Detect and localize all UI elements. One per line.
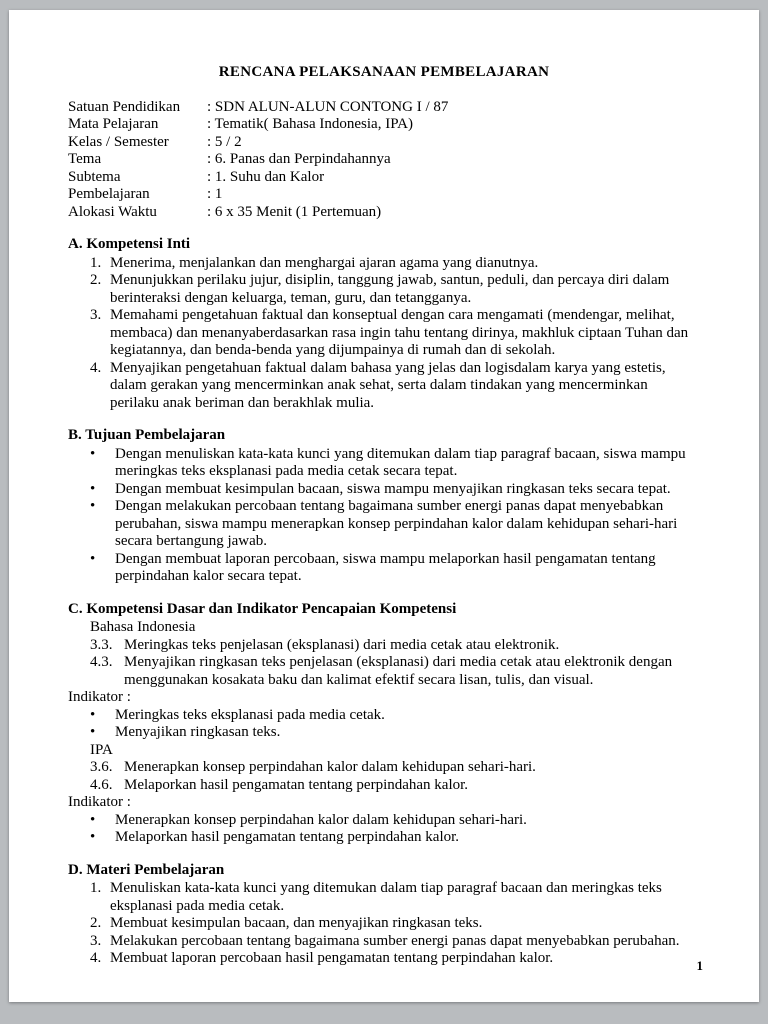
list-text: Menyajikan pengetahuan faktual dalam bahasa yang jelas dan logisdalam karya yang estetis, dalam gerakan yang mencerminkan anak sehat, serta dalam tindakan yang mencerminkan perilaku anak beriman dan berakhlak mulia. [110,359,666,411]
section-heading: A. Kompetensi Inti [68,236,191,252]
list-marker: 4. [90,950,102,966]
list-item [90,724,700,742]
list-text: Membuat kesimpulan bacaan, dan menyajikan ringkasan teks. [110,915,483,931]
list-item [90,777,700,795]
metadata-value: : 1 [207,186,223,202]
subject-label: IPA [90,741,113,758]
metadata-row [68,99,700,117]
list-text: Menerima, menjalankan dan menghargai ajaran agama yang dianutnya. [110,254,539,271]
metadata-label: Tema [68,151,102,167]
metadata-label: Alokasi Waktu [68,203,157,220]
list-item [90,880,700,915]
list-item [90,481,700,499]
list-item [90,637,700,655]
list-item [90,307,700,360]
page-number: 1 [696,958,703,973]
bullet-icon: • [90,445,96,462]
list-item [90,829,700,847]
metadata-value: : 1. Suhu dan Kalor [207,168,325,185]
list-text: Dengan melakukan percobaan tentang bagaimana sumber energi panas dapat menyebabkan perubahan, siswa mampu menerapkan konsep perpindahan kalor dalam kehidupan sehari-hari secara bertangung jawab. [115,498,678,549]
list-marker: 3. [90,932,102,949]
list-item [90,812,700,830]
list-item [90,950,700,968]
list-text: Dengan menuliskan kata-kata kunci yang ditemukan dalam tiap paragraf bacaan, siswa mampu meringkas teks eksplanasi pada media cetak secara tepat. [115,445,686,479]
section-kompetensi-inti [68,236,700,412]
metadata-row [68,169,700,187]
metadata-value: : Tematik( Bahasa Indonesia, IPA) [207,116,413,132]
list-text: Menerapkan konsep perpindahan kalor dalam kehidupan sehari-hari. [115,811,527,828]
list-text: Dengan membuat kesimpulan bacaan, siswa mampu menyajikan ringkasan teks secara tepat. [115,480,671,497]
section-heading: B. Tujuan Pembelajaran [68,427,226,443]
list-item [90,707,700,725]
list-marker: 3.6. [90,759,113,775]
indicator-label: Indikator : [68,689,131,705]
section-tujuan-pembelajaran [68,427,700,586]
section-heading: C. Kompetensi Dasar dan Indikator Pencapaian Kompetensi [68,600,457,617]
metadata-value: : 6 x 35 Menit (1 Pertemuan) [207,203,382,220]
list-text: Menyajikan ringkasan teks. [115,724,281,740]
list-marker: 4. [90,359,102,376]
list-marker: 4.3. [90,654,113,670]
list-marker: 1. [90,254,102,271]
list-text: Meringkas teks penjelasan (eksplanasi) dari media cetak atau elektronik. [124,636,560,653]
metadata-label: Pembelajaran [68,186,150,202]
list-item [90,933,700,951]
bullet-icon: • [90,811,96,828]
list-text: Membuat laporan percobaan hasil pengamatan tentang perpindahan kalor. [110,950,554,966]
list-item [90,360,700,413]
metadata-label: Mata Pelajaran [68,116,159,132]
section-kompetensi-dasar [68,601,700,847]
list-item [90,654,700,689]
list-marker: 3. [90,307,102,323]
list-marker: 2. [90,915,102,931]
bullet-icon: • [90,706,96,723]
list-item [90,498,700,551]
list-text: Melakukan percobaan tentang bagaimana sumber energi panas dapat menyebabkan perubahan. [110,932,680,949]
list-text: Dengan membuat laporan percobaan, siswa mampu melaporkan hasil pengamatan tentang perpindahan kalor secara tepat. [115,550,656,584]
list-marker: 3.3. [90,636,113,653]
metadata-value: : 5 / 2 [207,133,242,150]
document-page [9,10,759,1002]
bullet-icon: • [90,829,96,845]
metadata-label: Subtema [68,168,121,185]
list-text: Melaporkan hasil pengamatan tentang perpindahan kalor. [115,829,460,845]
bullet-icon: • [90,724,96,740]
list-text: Memahami pengetahuan faktual dan konseptual dengan cara mengamati (mendengar, melihat, membaca) dan menanyaberdasarkan rasa ingin tahu tentang dirinya, makhluk ciptaan Tuhan dan kegiatannya, dan benda-benda yang dijumpainya di rumah dan di sekolah. [110,307,689,358]
list-text: Meringkas teks eksplanasi pada media cetak. [115,706,385,723]
list-item [90,759,700,777]
list-item [90,272,700,307]
document-title: RENCANA PELAKSANAAN PEMBELAJARAN [218,64,550,80]
metadata-row [68,116,700,134]
document-content [9,10,759,968]
section-materi-pembelajaran [68,862,700,968]
metadata-label: Satuan Pendidikan [68,98,181,115]
list-text: Menerapkan konsep perpindahan kalor dalam kehidupan sehari-hari. [124,759,536,775]
list-marker: 1. [90,880,102,896]
metadata-row [68,151,700,169]
subject-label: Bahasa Indonesia [90,619,196,635]
metadata-label: Kelas / Semester [68,133,169,150]
list-item [90,255,700,273]
list-text: Melaporkan hasil pengamatan tentang perpindahan kalor. [124,776,469,793]
metadata-block [68,99,700,222]
metadata-row [68,204,700,222]
section-heading: D. Materi Pembelajaran [68,861,225,878]
list-marker: 4.6. [90,776,113,793]
indicator-label: Indikator : [68,794,131,810]
metadata-value: : SDN ALUN-ALUN CONTONG I / 87 [207,98,449,115]
metadata-row [68,134,700,152]
list-item [90,446,700,481]
metadata-row [68,186,700,204]
bullet-icon: • [90,550,96,567]
list-text: Menyajikan ringkasan teks penjelasan (eksplanasi) dari media cetak atau elektronik dengan menggunakan kosakata baku dan kalimat efektif secara lisan, tulis, dan visual. [124,654,673,688]
list-text: Menuliskan kata-kata kunci yang ditemukan dalam tiap paragraf bacaan dan meringkas teks eksplanasi pada media cetak. [110,880,662,914]
list-item [90,551,700,586]
list-text: Menunjukkan perilaku jujur, disiplin, tanggung jawab, santun, peduli, dan percaya diri dalam berinteraksi dengan keluarga, teman, guru, dan tetangganya. [110,272,670,306]
list-item [90,915,700,933]
bullet-icon: • [90,498,96,514]
metadata-value: : 6. Panas dan Perpindahannya [207,151,391,167]
list-marker: 2. [90,272,102,288]
bullet-icon: • [90,480,96,497]
